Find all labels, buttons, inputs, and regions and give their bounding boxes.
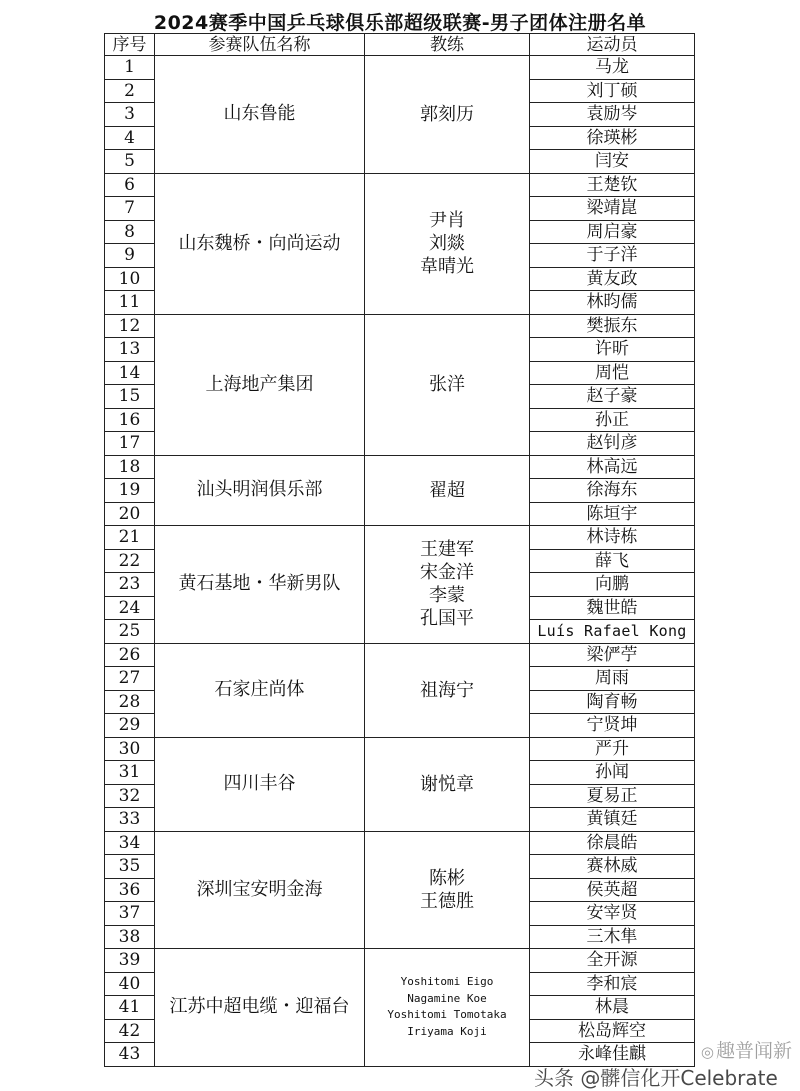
table-header-row <box>105 34 695 56</box>
player-index: 14 <box>105 361 155 385</box>
player-name: 孙闻 <box>530 761 695 785</box>
player-index: 17 <box>105 432 155 456</box>
table-row <box>105 455 695 479</box>
table-row <box>105 173 695 197</box>
coach-name: 尹肖 <box>429 210 465 231</box>
player-name: 永峰佳麒 <box>530 1043 695 1067</box>
header-team: 参赛队伍名称 <box>155 34 365 56</box>
player-index: 25 <box>105 620 155 644</box>
team-coaches <box>365 526 530 644</box>
player-name: 周恺 <box>530 361 695 385</box>
coach-name: 宋金洋 <box>420 562 474 584</box>
player-name: 林诗栋 <box>530 526 695 550</box>
player-name: 于子洋 <box>530 244 695 268</box>
player-index: 7 <box>105 197 155 221</box>
player-name: 闫安 <box>530 150 695 174</box>
team-name: 石家庄尚体 <box>155 643 365 737</box>
player-index: 37 <box>105 902 155 926</box>
player-name: 薛飞 <box>530 549 695 573</box>
player-index: 6 <box>105 173 155 197</box>
player-name: 周雨 <box>530 667 695 691</box>
player-name: 袁励岑 <box>530 103 695 127</box>
document-title: 2024赛季中国乒乓球俱乐部超级联赛-男子团体注册名单 <box>153 12 647 34</box>
player-index: 15 <box>105 385 155 409</box>
player-name: 向鹏 <box>530 573 695 597</box>
table-row <box>105 56 695 80</box>
table-body <box>105 56 695 1067</box>
player-index: 35 <box>105 855 155 879</box>
table-row <box>105 643 695 667</box>
coach-name: 王建军 <box>420 539 474 561</box>
coach-name: 刘燚 <box>429 233 465 254</box>
player-name: 李和宸 <box>530 972 695 996</box>
player-name: 安宰贤 <box>530 902 695 926</box>
coach-name: Nagamine Koe <box>407 991 487 1005</box>
player-index: 24 <box>105 596 155 620</box>
player-name: 周启豪 <box>530 220 695 244</box>
player-name: 夏易正 <box>530 784 695 808</box>
coach-name: 王德胜 <box>420 890 474 912</box>
team-name: 山东魏桥・向尚运动 <box>155 173 365 314</box>
player-index: 5 <box>105 150 155 174</box>
player-index: 38 <box>105 925 155 949</box>
player-name: 三木隼 <box>530 925 695 949</box>
player-index: 8 <box>105 220 155 244</box>
player-index: 19 <box>105 479 155 503</box>
watermark-text: 趣普闻新 <box>715 1040 792 1062</box>
coach-name: 韋晴光 <box>420 256 474 277</box>
player-index: 23 <box>105 573 155 597</box>
team-coaches <box>365 643 530 737</box>
player-name: 孙正 <box>530 408 695 432</box>
toutiao-logo-icon: ◎ <box>700 1043 714 1061</box>
player-index: 28 <box>105 690 155 714</box>
player-index: 18 <box>105 455 155 479</box>
player-name: 梁俨苧 <box>530 643 695 667</box>
team-name: 深圳宝安明金海 <box>155 831 365 949</box>
player-index: 32 <box>105 784 155 808</box>
player-index: 2 <box>105 79 155 103</box>
coach-name: 翟超 <box>429 479 465 501</box>
player-name: 赵钊彦 <box>530 432 695 456</box>
player-name: 许昕 <box>530 338 695 362</box>
player-index: 9 <box>105 244 155 268</box>
player-index: 29 <box>105 714 155 738</box>
table-row <box>105 949 695 973</box>
player-name: 黄友政 <box>530 267 695 291</box>
coach-name: 陈彬 <box>429 867 465 889</box>
player-index: 13 <box>105 338 155 362</box>
team-coaches <box>365 173 530 314</box>
player-index: 26 <box>105 643 155 667</box>
player-name: 赛林威 <box>530 855 695 879</box>
player-index: 39 <box>105 949 155 973</box>
table-row <box>105 314 695 338</box>
player-index: 33 <box>105 808 155 832</box>
table-row <box>105 737 695 761</box>
player-index: 31 <box>105 761 155 785</box>
coach-name: 祖海宁 <box>420 679 474 701</box>
player-index: 34 <box>105 831 155 855</box>
player-name: 赵子豪 <box>530 385 695 409</box>
player-index: 42 <box>105 1019 155 1043</box>
player-name: 松岛辉空 <box>530 1019 695 1043</box>
player-index: 40 <box>105 972 155 996</box>
player-name: 陶育畅 <box>530 690 695 714</box>
player-name: 侯英超 <box>530 878 695 902</box>
player-index: 10 <box>105 267 155 291</box>
player-name: 梁靖崑 <box>530 197 695 221</box>
player-index: 27 <box>105 667 155 691</box>
player-name: 林晨 <box>530 996 695 1020</box>
team-name: 四川丰谷 <box>155 737 365 831</box>
player-index: 1 <box>105 56 155 80</box>
watermark-bottom: 头条 @髒信化开Celebrate <box>534 1066 778 1090</box>
team-name: 江苏中超电缆・迎福台 <box>155 949 365 1067</box>
player-index: 22 <box>105 549 155 573</box>
coach-name: 郭刻历 <box>420 103 474 125</box>
player-name: 徐晨皓 <box>530 831 695 855</box>
coach-name: 张洋 <box>429 374 465 395</box>
team-name: 上海地产集团 <box>155 314 365 455</box>
coach-name: Yoshitomi Eigo <box>400 975 494 989</box>
coach-name: 谢悦章 <box>420 773 474 795</box>
team-name: 黄石基地・华新男队 <box>155 526 365 644</box>
coach-name: 李蒙 <box>429 585 465 607</box>
player-name: Luís Rafael Kong <box>530 620 695 644</box>
table-row <box>105 526 695 550</box>
player-index: 43 <box>105 1043 155 1067</box>
player-name: 宁贤坤 <box>530 714 695 738</box>
player-name: 樊振东 <box>530 314 695 338</box>
player-name: 徐海东 <box>530 479 695 503</box>
team-coaches <box>365 831 530 949</box>
player-name: 魏世皓 <box>530 596 695 620</box>
player-index: 16 <box>105 408 155 432</box>
player-index: 12 <box>105 314 155 338</box>
header-index: 序号 <box>105 34 155 56</box>
player-index: 11 <box>105 291 155 315</box>
team-coaches <box>365 455 530 526</box>
team-coaches <box>365 56 530 174</box>
player-name: 严升 <box>530 737 695 761</box>
coach-name: Iriyama Koji <box>407 1024 487 1038</box>
player-name: 全开源 <box>530 949 695 973</box>
table-row <box>105 831 695 855</box>
header-player: 运动员 <box>530 34 695 56</box>
player-index: 41 <box>105 996 155 1020</box>
player-name: 陈垣宇 <box>530 502 695 526</box>
team-name: 汕头明润俱乐部 <box>155 455 365 526</box>
player-name: 林昀儒 <box>530 291 695 315</box>
player-name: 王楚钦 <box>530 173 695 197</box>
player-name: 黄镇廷 <box>530 808 695 832</box>
header-coach: 教练 <box>365 34 530 56</box>
coach-name: 孔国平 <box>420 608 474 630</box>
player-index: 3 <box>105 103 155 127</box>
player-index: 4 <box>105 126 155 150</box>
team-coaches <box>365 949 530 1067</box>
watermark <box>701 1036 792 1063</box>
player-name: 徐瑛彬 <box>530 126 695 150</box>
player-index: 36 <box>105 878 155 902</box>
coach-name: Yoshitomi Tomotaka <box>387 1008 507 1022</box>
player-name: 林高远 <box>530 455 695 479</box>
team-name: 山东鲁能 <box>155 56 365 174</box>
player-index: 20 <box>105 502 155 526</box>
player-name: 马龙 <box>530 56 695 80</box>
team-coaches <box>365 737 530 831</box>
team-coaches <box>365 314 530 455</box>
player-index: 21 <box>105 526 155 550</box>
player-name: 刘丁硕 <box>530 79 695 103</box>
player-index: 30 <box>105 737 155 761</box>
registration-table <box>104 33 695 1067</box>
